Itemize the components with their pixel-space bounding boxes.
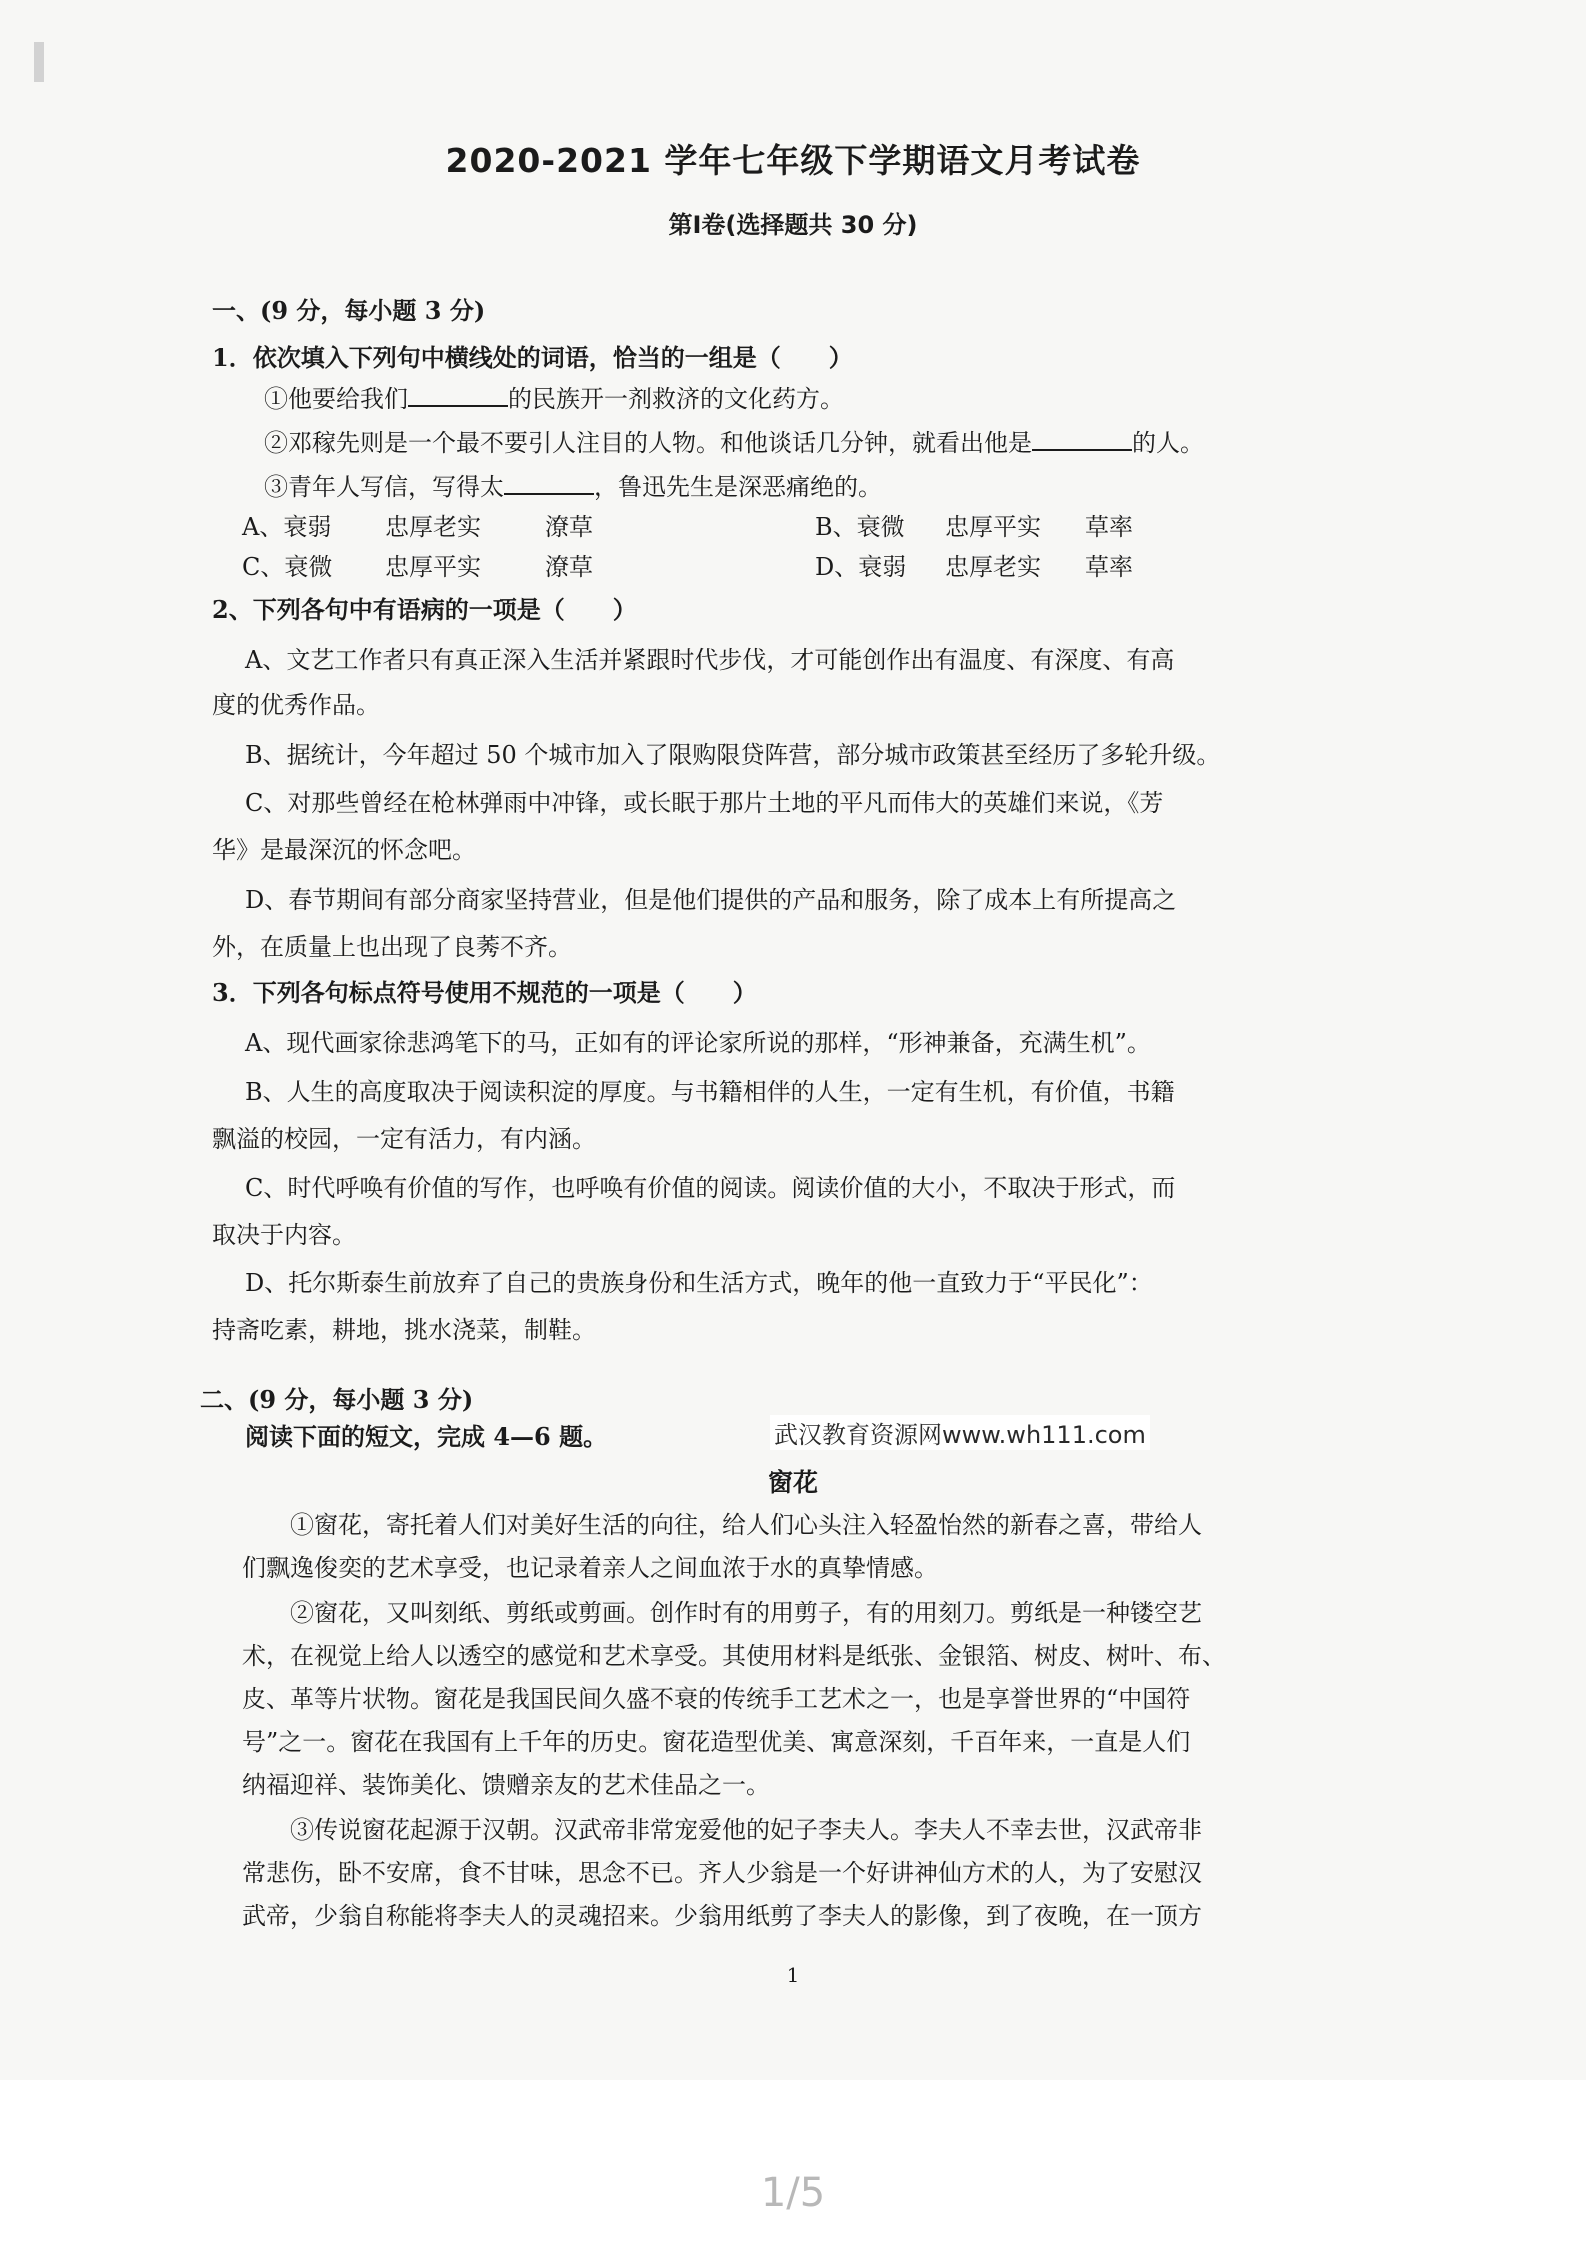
option-label: B、 bbox=[815, 513, 857, 541]
option-label: D、 bbox=[815, 553, 859, 581]
option-c bbox=[242, 552, 332, 582]
option-d-text: 持斋吃素，耕地，挑水浇菜，制鞋。 bbox=[212, 1316, 596, 1344]
fill-sentence-1 bbox=[264, 384, 844, 414]
article-paragraph: 们飘逸俊奕的艺术享受，也记录着亲人之间血浓于水的真挚情感。 bbox=[242, 1554, 938, 1582]
option-word: 潦草 bbox=[545, 553, 593, 581]
page-number: 1 bbox=[786, 1963, 800, 1987]
article-paragraph: 皮、革等片状物。窗花是我国民间久盛不衰的传统手工艺术之一，也是享誉世界的“中国符 bbox=[242, 1685, 1191, 1713]
page-indicator: 1/5 bbox=[760, 2170, 826, 2216]
option-d-text: D、春节期间有部分商家坚持营业，但是他们提供的产品和服务，除了成本上有所提高之 bbox=[245, 886, 1177, 914]
sentence-text: ，鲁迅先生是深恶痛绝的。 bbox=[594, 473, 882, 501]
article-paragraph: 纳福迎祥、装饰美化、馈赠亲友的艺术佳品之一。 bbox=[242, 1771, 770, 1799]
option-b-text: B、人生的高度取决于阅读积淀的厚度。与书籍相伴的人生，一定有生机，有价值，书籍 bbox=[245, 1078, 1175, 1106]
question-stem: 1．依次填入下列句中横线处的词语，恰当的一组是（ ） bbox=[212, 343, 853, 372]
article-title: 窗花 bbox=[767, 1468, 818, 1497]
article-paragraph: ③传说窗花起源于汉朝。汉武帝非常宠爱他的妃子李夫人。李夫人不幸去世，汉武帝非 bbox=[290, 1816, 1202, 1844]
option-a-text: 度的优秀作品。 bbox=[212, 691, 380, 719]
option-word: 衰弱 bbox=[283, 513, 332, 541]
fill-sentence-3 bbox=[264, 472, 882, 502]
option-b bbox=[815, 512, 905, 542]
option-a bbox=[242, 512, 331, 542]
sentence-text: 的民族开一剂救济的文化药方。 bbox=[508, 385, 844, 413]
option-a-text: A、现代画家徐悲鸿笔下的马，正如有的评论家所说的那样，“形神兼备，充满生机”。 bbox=[245, 1029, 1151, 1057]
exam-title: 2020-2021 学年七年级下学期语文月考试卷 bbox=[445, 141, 1141, 180]
question-stem: 3．下列各句标点符号使用不规范的一项是（ ） bbox=[212, 978, 757, 1007]
option-c-text: 取决于内容。 bbox=[212, 1221, 356, 1249]
option-word: 潦草 bbox=[545, 513, 593, 541]
option-d-text: D、托尔斯泰生前放弃了自己的贵族身份和生活方式，晚年的他一直致力于“平民化”： bbox=[245, 1269, 1153, 1297]
article-paragraph: ①窗花，寄托着人们对美好生活的向往，给人们心头注入轻盈怡然的新春之喜，带给人 bbox=[290, 1511, 1202, 1539]
watermark-text: 武汉教育资源网www.wh111.com bbox=[770, 1415, 1150, 1450]
option-c-text: C、对那些曾经在枪林弹雨中冲锋，或长眠于那片土地的平凡而伟大的英雄们来说，《芳 bbox=[245, 789, 1164, 817]
option-word: 忠厚老实 bbox=[385, 513, 481, 541]
option-word: 草率 bbox=[1085, 553, 1133, 581]
sentence-text: ③青年人写信，写得太 bbox=[264, 473, 504, 501]
option-label: C、 bbox=[242, 553, 285, 581]
part-heading: 第Ⅰ卷(选择题共 30 分) bbox=[668, 211, 918, 239]
option-word: 忠厚老实 bbox=[945, 553, 1041, 581]
option-word: 衰微 bbox=[856, 513, 905, 541]
section-heading: 一、(9 分，每小题 3 分) bbox=[212, 296, 486, 325]
option-word: 衰弱 bbox=[858, 553, 907, 581]
section-heading: 二、(9 分，每小题 3 分) bbox=[200, 1385, 474, 1414]
option-word: 忠厚平实 bbox=[385, 553, 481, 581]
article-paragraph: 常悲伤，卧不安席，食不甘味，思念不已。齐人少翁是一个好讲神仙方术的人，为了安慰汉 bbox=[242, 1859, 1202, 1887]
article-paragraph: 术，在视觉上给人以透空的感觉和艺术享受。其使用材料是纸张、金银箔、树皮、树叶、布、 bbox=[242, 1642, 1226, 1670]
blank-line bbox=[1032, 431, 1132, 451]
blank-line bbox=[504, 475, 594, 495]
question-stem: 2、下列各句中有语病的一项是（ ） bbox=[212, 595, 637, 624]
option-c-text: C、时代呼唤有价值的写作，也呼唤有价值的阅读。阅读价值的大小，不取决于形式，而 bbox=[245, 1174, 1176, 1202]
option-word: 草率 bbox=[1085, 513, 1133, 541]
reading-instruction: 阅读下面的短文，完成 4—6 题。 bbox=[245, 1422, 608, 1451]
sentence-text: ①他要给我们 bbox=[264, 385, 408, 413]
option-b-text: B、据统计，今年超过 50 个城市加入了限购限贷阵营，部分城市政策甚至经历了多轮升级。 bbox=[245, 741, 1221, 769]
option-word: 忠厚平实 bbox=[945, 513, 1041, 541]
option-label: A、 bbox=[242, 513, 284, 541]
option-b-text: 飘溢的校园，一定有活力，有内涵。 bbox=[212, 1125, 596, 1153]
option-c-text: 华》是最深沉的怀念吧。 bbox=[212, 836, 476, 864]
article-paragraph: 号”之一。窗花在我国有上千年的历史。窗花造型优美、寓意深刻，千百年来，一直是人们 bbox=[242, 1728, 1191, 1756]
article-paragraph: ②窗花，又叫刻纸、剪纸或剪画。创作时有的用剪子，有的用刻刀。剪纸是一种镂空艺 bbox=[290, 1599, 1202, 1627]
scan-corner-mark bbox=[34, 42, 44, 82]
option-a-text: A、文艺工作者只有真正深入生活并紧跟时代步伐，才可能创作出有温度、有深度、有高 bbox=[245, 646, 1175, 674]
article-paragraph: 武帝，少翁自称能将李夫人的灵魂招来。少翁用纸剪了李夫人的影像，到了夜晚，在一顶方 bbox=[242, 1902, 1202, 1930]
fill-sentence-2 bbox=[264, 428, 1204, 458]
option-word: 衰微 bbox=[284, 553, 333, 581]
option-d-text: 外，在质量上也出现了良莠不齐。 bbox=[212, 933, 572, 961]
blank-line bbox=[408, 387, 508, 407]
sentence-text: ②邓稼先则是一个最不要引人注目的人物。和他谈话几分钟，就看出他是 bbox=[264, 429, 1032, 457]
sentence-text: 的人。 bbox=[1132, 429, 1204, 457]
option-d bbox=[815, 552, 906, 582]
